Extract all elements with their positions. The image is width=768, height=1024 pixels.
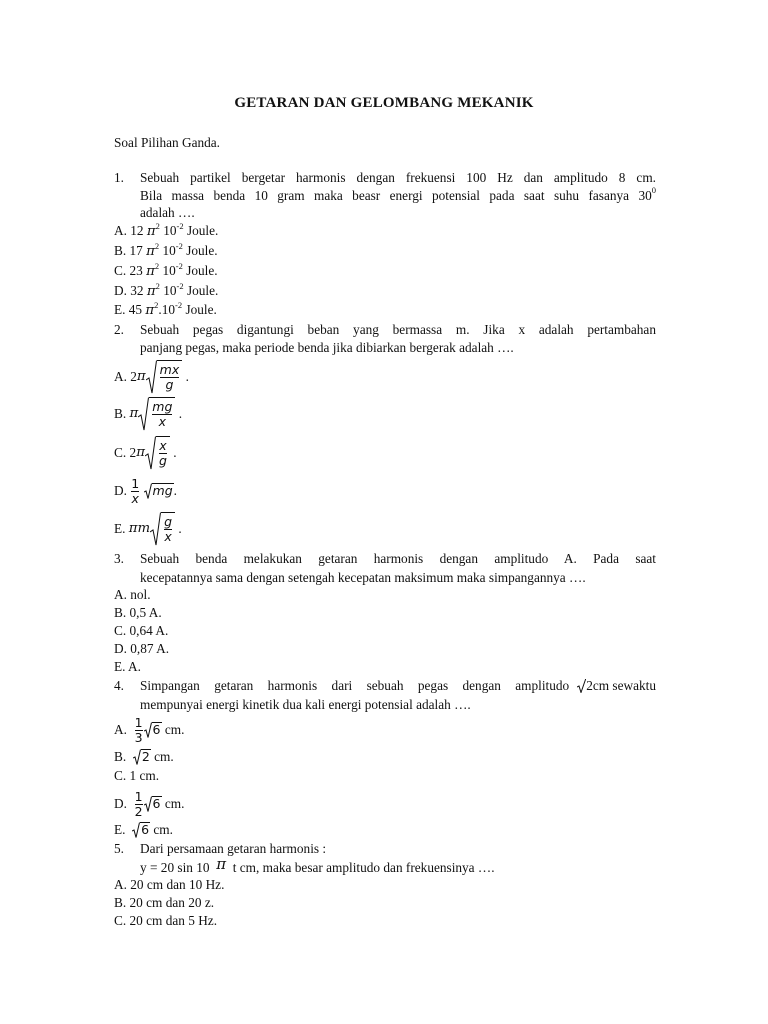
amplitude-text: 2cm sewaktu (586, 678, 656, 693)
coefficient: 45 (128, 302, 143, 317)
option-label: D. (114, 283, 127, 298)
question-1-line-1: Sebuah partikel bergetar harmonis dengan frekuensi 100 Hz dan amplitudo 8 cm. (140, 170, 656, 185)
sqrt-icon (144, 796, 162, 812)
sqrt-icon (145, 436, 170, 470)
q3-option-c[interactable]: C. 0,64 A. (114, 623, 169, 638)
question-2-line-1: Sebuah pegas digantungi beban yang bermassa m. Jika x adalah pertambahan (140, 322, 656, 337)
fraction-numerator: mg (152, 399, 173, 414)
option-label: B. (114, 406, 127, 421)
q4-option-d[interactable] (114, 788, 184, 820)
q5-option-b[interactable]: B. 20 cm dan 20 z. (114, 895, 215, 910)
dot: . (158, 302, 162, 317)
question-4-line-1 (140, 678, 656, 694)
radicand: 2 (141, 749, 150, 764)
pi-symbol: π (146, 284, 156, 299)
ten: 10 (163, 283, 177, 298)
question-3-line-1: Sebuah benda melakukan getaran harmonis dengan amplitudo A. Pada saat (140, 551, 656, 566)
fraction-denominator: 3 (134, 729, 143, 745)
q3-option-a[interactable]: A. nol. (114, 587, 151, 602)
q2-option-b[interactable] (114, 397, 182, 431)
sqrt-icon (144, 483, 174, 499)
fraction (131, 477, 139, 506)
fraction-denominator: g (158, 453, 167, 468)
question-5-number: 5. (114, 841, 124, 856)
q3-option-b[interactable]: B. 0,5 A. (114, 605, 162, 620)
coefficient: 32 (130, 283, 144, 298)
coefficient: 2 (130, 369, 137, 384)
ten: 10 (161, 302, 176, 317)
pi-symbol: π (146, 264, 155, 279)
square-sup: 2 (154, 241, 160, 251)
option-label: E. (114, 822, 126, 837)
coefficient: 23 (129, 263, 143, 278)
radicand: 6 (152, 722, 161, 737)
fraction-numerator: 1 (131, 475, 140, 491)
unit: Joule. (186, 243, 218, 258)
q4-option-e[interactable] (114, 822, 173, 838)
fraction-numerator: x (159, 438, 167, 453)
question-4-number: 4. (114, 678, 124, 693)
q3-option-d[interactable]: D. 0,87 A. (114, 641, 170, 656)
question-1-number: 1. (114, 170, 124, 185)
option-label: C. (114, 445, 127, 460)
exponent-sup: -2 (175, 241, 183, 251)
sqrt-icon (133, 749, 151, 765)
ten: 10 (162, 263, 176, 278)
option-label: A. (114, 722, 127, 737)
fraction-denominator: g (160, 377, 180, 392)
question-4-line-1-text: Simpangan getaran harmonis dari sebuah pegas dengan amplitudo (140, 678, 570, 693)
pi-symbol: π (146, 244, 155, 259)
coefficient: 2 (129, 445, 137, 460)
unit: cm. (164, 722, 185, 737)
square-sup: 2 (155, 221, 160, 231)
sqrt-icon (144, 722, 162, 738)
option-label: E. (114, 302, 126, 317)
fraction-numerator: 1 (134, 788, 143, 804)
exponent-sup: -2 (176, 221, 184, 231)
ten: 10 (163, 223, 177, 238)
q4-option-a[interactable] (114, 714, 184, 746)
option-label: A. (114, 223, 127, 238)
radicand: 6 (141, 822, 150, 837)
question-1-line-3: adalah …. (140, 205, 195, 220)
question-1-line-2 (140, 185, 656, 204)
period: . (173, 483, 177, 498)
unit: cm. (153, 822, 173, 837)
radicand: mg (152, 483, 173, 498)
option-label: D. (114, 796, 127, 811)
radicand: 6 (152, 796, 161, 811)
sqrt-icon (146, 360, 183, 394)
q1-option-d[interactable] (114, 283, 218, 300)
fraction (135, 716, 143, 745)
q4-option-c[interactable]: C. 1 cm. (114, 768, 160, 783)
option-label: E. (114, 521, 126, 536)
fraction-numerator: mx (159, 362, 180, 377)
pi-symbol: π (129, 406, 139, 421)
question-5-line-1: Dari persamaan getaran harmonis : (140, 841, 327, 856)
question-3-number: 3. (114, 551, 124, 566)
coefficient: 12 (130, 223, 144, 238)
period: . (173, 445, 177, 460)
q5-option-c[interactable]: C. 20 cm dan 5 Hz. (114, 913, 218, 928)
sqrt-icon (577, 679, 586, 693)
pi-symbol: π (146, 224, 156, 239)
option-label: B. (114, 243, 127, 258)
pi-symbol: π (136, 369, 146, 384)
fraction-denominator: x (131, 490, 139, 506)
question-1-line-2-text: Bila massa benda 10 gram maka beasr energi potensial pada saat suhu fasanya 30 (140, 188, 652, 203)
equation-suffix: t cm, maka besar amplitudo dan frekuensinya …. (232, 860, 495, 875)
pi-symbol: π (136, 445, 145, 460)
unit: Joule. (186, 263, 218, 278)
square-sup: 2 (154, 300, 159, 310)
q4-option-b[interactable] (114, 749, 174, 765)
fraction-denominator: x (152, 414, 172, 429)
period: . (185, 369, 189, 384)
question-2-number: 2. (114, 322, 124, 337)
unit: Joule. (185, 302, 217, 317)
q3-option-e[interactable]: E. A. (114, 659, 141, 674)
document-title: GETARAN DAN GELOMBANG MEKANIK (234, 95, 534, 111)
section-subtitle: Soal Pilihan Ganda. (114, 135, 220, 150)
pi-symbol: π (145, 303, 155, 318)
period: . (178, 406, 183, 421)
sqrt-icon (138, 397, 175, 431)
exponent-sup: -2 (175, 261, 183, 271)
q2-option-c[interactable] (114, 436, 177, 470)
question-4-line-2: mempunyai energi kinetik dua kali energi potensial adalah …. (140, 697, 471, 712)
unit: Joule. (186, 283, 219, 298)
coefficient: 17 (129, 243, 143, 258)
sqrt-icon (132, 822, 150, 838)
fraction-denominator: 2 (134, 803, 143, 819)
question-2-line-2: panjang pegas, maka periode benda jika dibiarkan bergerak adalah …. (140, 340, 514, 355)
pi-m: πm (128, 521, 151, 536)
unit: cm. (154, 749, 174, 764)
option-label: B. (114, 749, 127, 764)
exponent-sup: -2 (175, 300, 183, 310)
period: . (178, 521, 182, 536)
unit: Joule. (186, 223, 219, 238)
equation-prefix: y = 20 sin 10 (140, 860, 210, 875)
q1-option-c[interactable] (114, 263, 218, 280)
option-label: A. (114, 369, 127, 384)
square-sup: 2 (155, 281, 160, 291)
fraction-numerator: 1 (134, 714, 143, 730)
amplitude-value (577, 678, 656, 694)
fraction-numerator: g (164, 514, 173, 529)
question-1-degree-sup: 0 (651, 185, 656, 195)
q5-option-a[interactable]: A. 20 cm dan 10 Hz. (114, 877, 225, 892)
question-5-line-2 (140, 855, 656, 876)
fraction-denominator: x (164, 529, 172, 544)
q2-option-e[interactable] (114, 512, 182, 546)
sqrt-icon (150, 512, 175, 546)
q1-option-b[interactable] (114, 243, 218, 260)
option-label: D. (114, 483, 127, 498)
exponent-sup: -2 (176, 281, 184, 291)
option-label: C. (114, 263, 127, 278)
unit: cm. (164, 796, 185, 811)
pi-symbol: π (216, 855, 227, 873)
square-sup: 2 (154, 261, 160, 271)
q2-option-a[interactable] (114, 360, 189, 394)
fraction (135, 790, 143, 819)
q1-option-a[interactable] (114, 223, 218, 240)
question-3-line-2: kecepatannya sama dengan setengah kecepatan maksimum maka simpangannya …. (140, 570, 586, 585)
q2-option-d[interactable] (114, 474, 177, 508)
ten: 10 (162, 243, 176, 258)
q1-option-e[interactable] (114, 302, 217, 319)
